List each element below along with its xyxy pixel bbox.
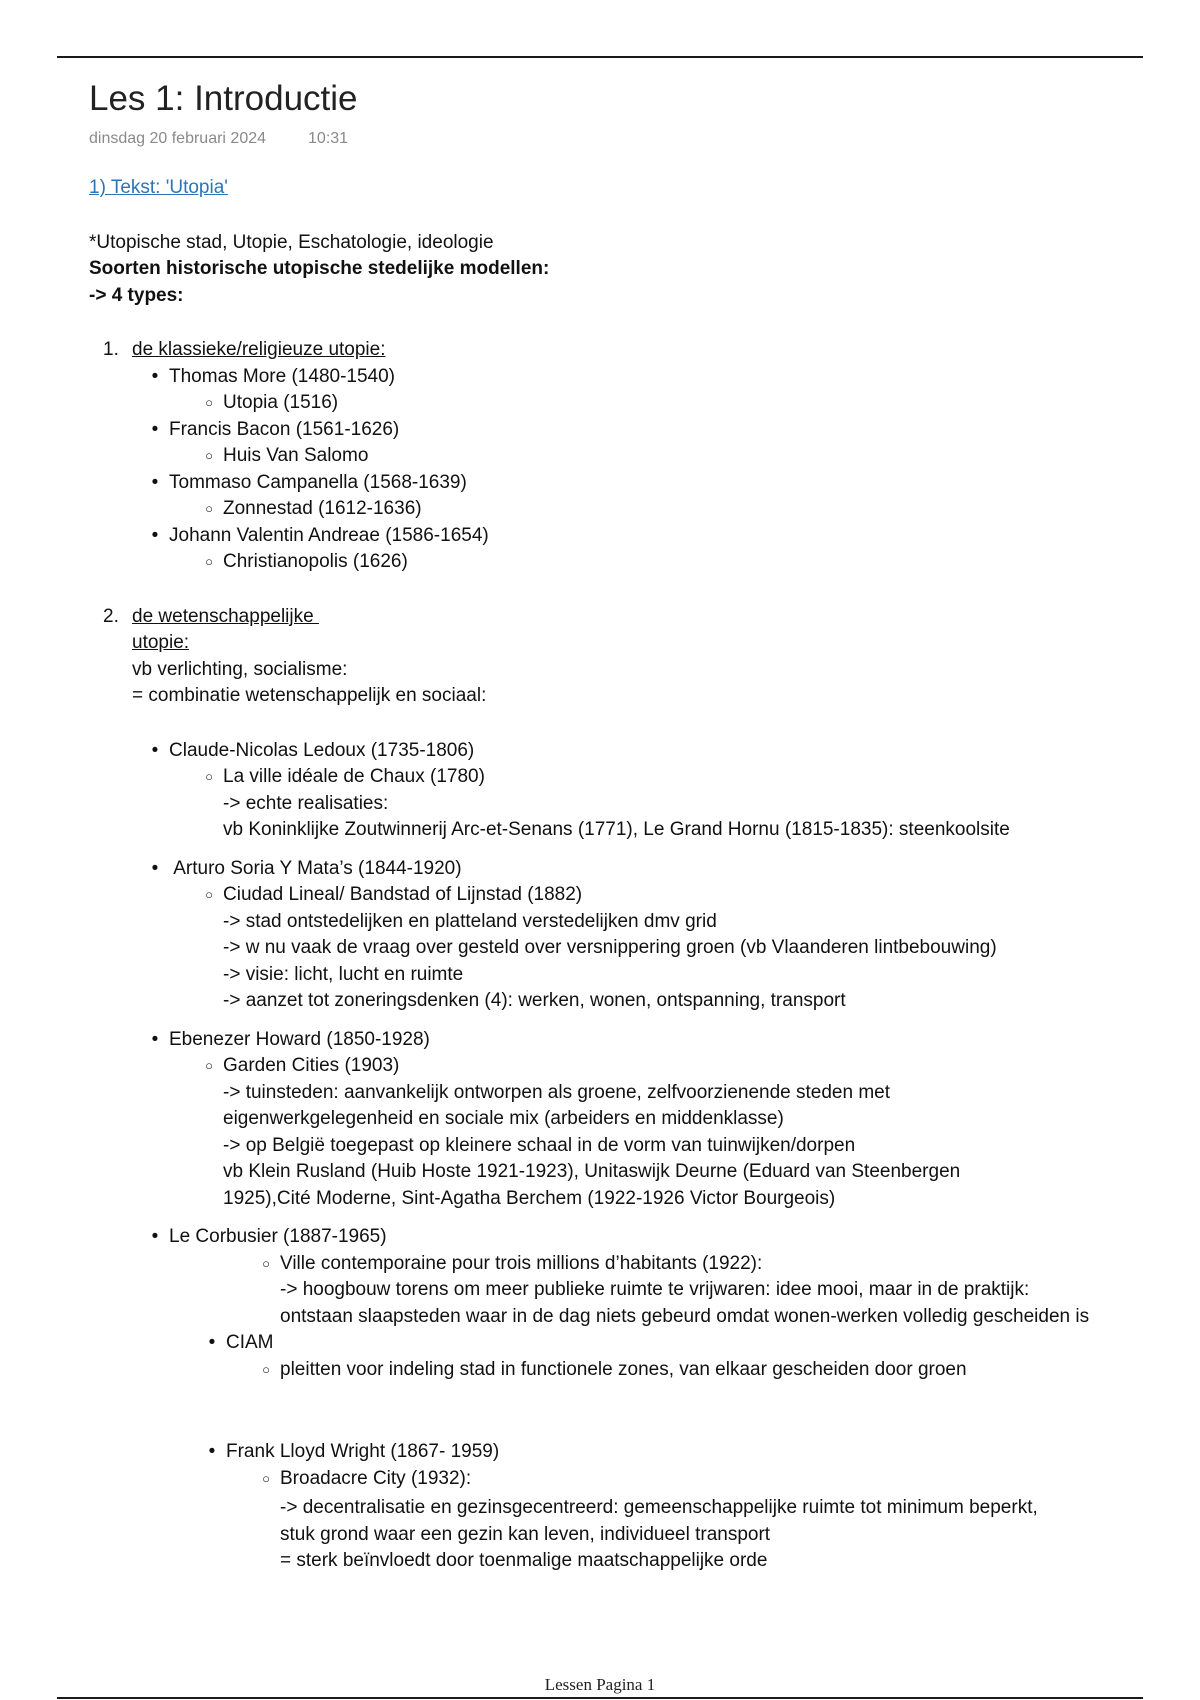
bottom-rule xyxy=(57,1697,1143,1699)
section-link-utopia[interactable]: 1) Tekst: 'Utopia' xyxy=(89,177,228,198)
item1-work-3: ○ Zonnestad (1612-1636) xyxy=(89,496,1189,523)
wright-work: ○ Broadacre City (1932): xyxy=(89,1466,1189,1493)
howard-line2: eigenwerkgelegenheid en sociale mix (arbeiders en middenklasse) xyxy=(223,1108,784,1129)
item1-header xyxy=(89,337,1189,364)
soria-line2: -> w nu vaak de vraag over gesteld over versnippering groen (vb Vlaanderen lintbebouwing) xyxy=(223,937,997,958)
item2-label-cont: utopie: xyxy=(132,632,190,653)
ledoux-line1: -> echte realisaties: xyxy=(223,792,389,814)
bullet-circle-icon: ○ xyxy=(205,448,213,463)
item1-work-4: ○ Christianopolis (1626) xyxy=(89,549,1189,576)
howard-line1: -> tuinsteden: aanvankelijk ontworpen als groene, zelfvoorzienende steden met xyxy=(223,1081,891,1103)
wright-line1: -> decentralisatie en gezinsgecentreerd: gemeenschappelijke ruimte tot minimum beperkt, xyxy=(280,1497,1038,1518)
bullet-disc-icon: • xyxy=(151,739,159,761)
bullet-circle-icon: ○ xyxy=(262,1361,270,1377)
howard-work: ○ Garden Cities (1903) xyxy=(89,1053,1189,1080)
ledoux-work: ○ La ville idéale de Chaux (1780) xyxy=(89,764,1189,791)
bullet-disc-icon: • xyxy=(151,365,159,387)
page-date: dinsdag 20 februari 2024 xyxy=(89,130,267,147)
ciam-name: • CIAM xyxy=(89,1330,1189,1357)
bullet-circle-icon: ○ xyxy=(205,769,213,784)
soria-name: • Arturo Soria Y Mata’s (1844-1920) xyxy=(89,856,1189,883)
intro-types: -> 4 types: xyxy=(89,284,184,306)
intro-block xyxy=(89,230,1189,310)
bullet-disc-icon: • xyxy=(151,418,159,440)
soria-line4: -> aanzet tot zoneringsdenken (4): werken, wonen, ontspanning, transport xyxy=(223,990,846,1011)
item1-person-3: • Tommaso Campanella (1568-1639) xyxy=(89,470,1189,497)
bullet-circle-icon: ○ xyxy=(205,887,213,902)
intro-keywords: *Utopische stad, Utopie, Eschatologie, ideologie xyxy=(89,231,494,253)
howard-line3: -> op België toegepast op kleinere schaal in de vorm van tuinwijken/dorpen xyxy=(223,1134,856,1156)
bullet-disc-icon: • xyxy=(151,857,159,879)
item2-number: 2. xyxy=(103,605,119,627)
ciam-work: ○ pleitten voor indeling stad in functionele zones, van elkaar gescheiden door groen xyxy=(89,1357,1189,1384)
bullet-disc-icon: • xyxy=(208,1332,216,1353)
item1-work-2: ○ Huis Van Salomo xyxy=(89,443,1189,470)
wright-name: • Frank Lloyd Wright (1867- 1959) xyxy=(89,1439,1189,1466)
ledoux-line2: vb Koninklijke Zoutwinnerij Arc-et-Senans (1771), Le Grand Hornu (1815-1835): steenkoolsite xyxy=(223,819,1010,840)
corbusier-line2: ontstaan slaapsteden waar in de dag niets gebeurd omdat wonen-werken volledig gescheiden is xyxy=(280,1305,1090,1327)
item2-desc1: vb verlichting, socialisme: xyxy=(132,658,348,680)
bullet-disc-icon: • xyxy=(151,1226,159,1247)
bullet-disc-icon: • xyxy=(151,471,159,493)
ledoux-name: • Claude-Nicolas Ledoux (1735-1806) xyxy=(89,738,1189,765)
page-meta xyxy=(89,126,1189,152)
bullet-disc-icon: • xyxy=(151,1028,159,1050)
corbusier-name: • Le Corbusier (1887-1965) xyxy=(89,1224,1189,1251)
item2-desc2: = combinatie wetenschappelijk en sociaal: xyxy=(132,685,487,706)
item1-work-1: ○ Utopia (1516) xyxy=(89,390,1189,417)
note-page xyxy=(89,76,1189,1575)
soria-line1: -> stad ontstedelijken en platteland verstedelijken dmv grid xyxy=(223,910,717,932)
corbusier-work: ○ Ville contemporaine pour trois millions d’habitants (1922): xyxy=(89,1251,1189,1278)
wright-line2: stuk grond waar een gezin kan leven, individueel transport xyxy=(280,1523,771,1545)
corbusier-line1: -> hoogbouw torens om meer publieke ruimte te vrijwaren: idee mooi, maar in de praktijk: xyxy=(280,1279,1030,1300)
page-footer: Lessen Pagina 1 xyxy=(544,1675,656,1694)
intro-heading: Soorten historische utopische stedelijke modellen: xyxy=(89,258,550,279)
bullet-circle-icon: ○ xyxy=(205,1058,213,1073)
soria-work: ○ Ciudad Lineal/ Bandstad of Lijnstad (1882) xyxy=(89,882,1189,909)
item1-label: de klassieke/religieuze utopie: xyxy=(132,339,386,360)
howard-name: • Ebenezer Howard (1850-1928) xyxy=(89,1027,1189,1054)
howard-line5: 1925),Cité Moderne, Sint-Agatha Berchem (1922-1926 Victor Bourgeois) xyxy=(223,1187,836,1209)
howard-line4: vb Klein Rusland (Huib Hoste 1921-1923), Unitaswijk Deurne (Eduard van Steenbergen xyxy=(223,1161,961,1182)
bullet-circle-icon: ○ xyxy=(205,554,213,569)
item1-person-1: • Thomas More (1480-1540) xyxy=(89,364,1189,391)
top-rule xyxy=(57,56,1143,58)
bullet-circle-icon: ○ xyxy=(262,1255,270,1271)
item1-number: 1. xyxy=(103,339,119,360)
bullet-disc-icon: • xyxy=(208,1441,216,1462)
page-time: 10:31 xyxy=(308,130,349,147)
soria-line3: -> visie: licht, lucht en ruimte xyxy=(223,963,464,985)
item2-label-line1: de wetenschappelijke xyxy=(132,605,319,627)
bullet-disc-icon: • xyxy=(151,524,159,546)
bullet-circle-icon: ○ xyxy=(205,501,213,516)
item2-header xyxy=(89,604,1189,631)
item1-person-4: • Johann Valentin Andreae (1586-1654) xyxy=(89,523,1189,550)
bullet-circle-icon: ○ xyxy=(205,395,213,410)
page-title: Les 1: Introductie xyxy=(89,79,358,118)
bullet-circle-icon: ○ xyxy=(262,1470,270,1486)
wright-line3: = sterk beïnvloedt door toenmalige maatschappelijke orde xyxy=(280,1550,768,1571)
item1-person-2: • Francis Bacon (1561-1626) xyxy=(89,417,1189,444)
